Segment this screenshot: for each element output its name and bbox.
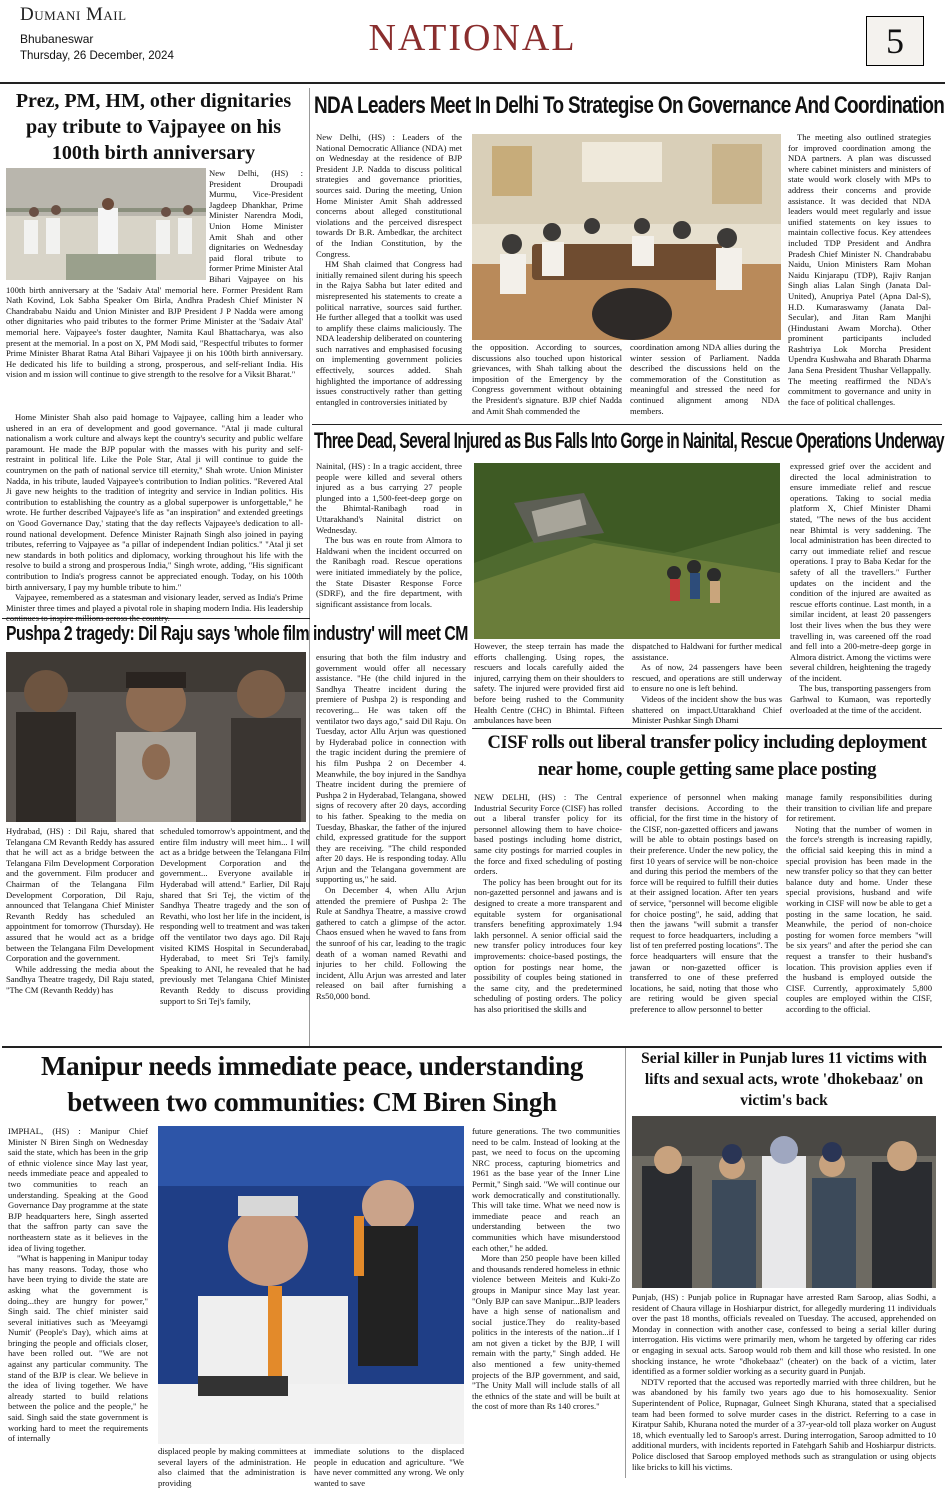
arrest-photo [632, 1116, 936, 1288]
manipur-col-1-cont: "What is happening in Manipur today has many reasons. Today, those who have been trying to divide the state are asking what the government is doing...they are hungry for power," Singh said. The chief minister said several initiatives such as 'Meeyamgi Numit' (People's Day), which aims at bringing the people and officials closer, have been rolled out. "We are not against any particular community. The stand of the BJP is clear. We believe in the idea of living together. We have already started to build relations between the police and the people," he said. Singh said the state government is working hard to meet the requirements of internally [8, 1253, 148, 1444]
nda-col-1 [316, 132, 462, 422]
manipur-col-3-text: immediate solutions to the displaced people in education and agriculture. "We have never committed any wrong. We only wanted to save [314, 1446, 464, 1488]
meeting-photo [472, 134, 781, 340]
manipur-col-4 [472, 1126, 620, 1478]
vajpayee-paragraph-2: Home Minister Shah also paid homage to Vajpayee, calling him a leader who ushered in an era of development and good governance. "Atal ji made cultural nationalism a work culture and always kept the country's security and public welfare paramount. He made the BJP popular with the masses with his purity and self-restraint in political life. Like the Pole Star, Atal ji will continue to guide the countrymen on the path of national service till eternity," Shah wrote. Union Minister Nadda, in his tribute, lauded Vajpayee's contribution to Indian politics. "Revered Atal Ji gave new heights to the tradition of integrity and service in Indian politics. His contribution to establishing the country as a global superpower is unforgettable," he wrote. He further described Vajpayee's life as "an inspiration" and extended greetings on 'Good Governance Day,' stating that the day reflects Vajpayee's dedication to all-round national development. Defence Minister Rajnath Singh also joined in paying tributes, referring to Vajpayee as "a pillar of independent Indian politics." "Atal ji set new standards in both politics and diplomacy, working throughout his life with the resolve to build a strong and prosperous India," Singh wrote, adding, "His significant contribution to India's progress cannot be appreciated enough. Today, on his 100th birth anniversary, I pay my humble tribute to him." [6, 412, 303, 592]
manipur-col-4-text-b: More than 250 people have been killed and thousands rendered homeless in ethnic violence between Meiteis and Kuki-Zo groups in Manipur since May last year. "Only BJP can save Manipur...BJP leaders have a high sense of nationalism and social justice.They do reality-based politics in the interests of the nation...if I am not given a ticket by the BJP, I will remain with the party," Singh added. He also mentioned a few unity-themed projects of the BJP government, and said, "The Unity Mall will include stalls of all the ethnics of the state and will be built at the cost of more than Rs 140 crores." [472, 1253, 620, 1412]
bus-col-2-text: However, the steep terrain has made the efforts challenging. Using ropes, the rescuers and locals carefully aided the injured, carrying them on their shoulders to safety. The injured were provided first aid before being rushed to the Community Health Centre (CHC) in Bhimtal. Fifteen ambulances have been [474, 641, 624, 726]
nda-col-2-text: the opposition. According to sources, discussions also touched upon historical grievances, with Shah talking about the imposition of the Emergency by the Congress government without obtaining the President's signature. BJP chief Nadda and Amit Shah commended the [472, 342, 622, 416]
nda-col-3-text: coordination among NDA allies during the winter session of Parliament. Nadda described the discussions held on the commemoration of the Constitution as meaningful and stressed the need for continued alignment among NDA members. [630, 342, 780, 416]
bus-col-1-lead: Nainital, (HS) : In a tragic accident, three people were killed and several others injured as a bus carrying 27 people plunged into a 1,500-feet-deep gorge on the Bhimtal-Ranibagh road in Uttarakhand's Nainital district on Wednesday. [316, 461, 462, 535]
pushpa-col-1 [6, 826, 154, 1048]
paper-name: Dumani Mail [20, 4, 127, 25]
bus-col-3-text-b: As of now, 24 passengers have been rescued, and operations are still underway to ensure no one is left behind. [632, 662, 782, 694]
bus-col-1-cont: The bus was en route from Almora to Haldwani when the incident occurred on the Ranibagh road. Rescue operations were initiated immediately by the police, the State Disaster Response Force (SDRF), and the fire department, with significant assistance from locals. [316, 535, 462, 609]
pushpa-col-3-text: ensuring that both the film industry and government would offer all necessary assistance. "He (the child injured in the Sandhya Theatre incident during the premiere of Pushpa 2) is responding and recovering... He was taken off the ventilator two days ago," said Dil Raju. On Tuesday, actor Allu Arjun was questioned by Hyderabad police in connection with the tragic incident during the premiere of his film Pushpa 2 on December 4. Meanwhile, the boy injured in the Sandhya Theatre incident during the premiere of Pushpa 2 in Hyderabad, Telangana, showed signs of recovery after 20 days, according to his father. Speaking to the media on Tuesday, Bhaskar, the father of the injured child, expressed gratitude for the support they are receiving. "The child responded after 20 days. He is responding today. Allu Arjun and the Telangana government are supporting us," he said. [316, 652, 466, 885]
nda-col-4-text: The meeting also outlined strategies for improved coordination among the NDA partners. A plan was discussed where cabinet ministers and ministers of state would work closely with MPs to address their concerns and provide assistance. It was decided that NDA leaders would meet regularly and issue unified statements on key issues to maintain collective focus. Key attendees included TDP President and Andhra Pradesh Chief Minister N. Chandrababu Naidu, Union Ministers Ram Mohan Naidu Kinjarapu (TDP), Rajiv Ranjan Singh alias Lalan Singh (Janata Dal-United), Anupriya Patel (Apna Dal-S), H.D. Kumaraswamy (Janata Dal-Secular), and Jitan Ram Manjhi (Hindustani Awam Morcha). Other prominent participants included Rashtriya Lok Morcha President Upendra Kushwaha and Bharath Dharma Jana Sena President Thushar Vellappally. The meeting reaffirmed the NDA's commitment to governance and unity in the face of political challenges. [788, 132, 931, 407]
bus-col-2 [474, 641, 624, 726]
pushpa-col-3 [316, 652, 466, 1048]
arrest-photo-graphic [632, 1116, 936, 1288]
cisf-col-1-lead: NEW DELHI, (HS) : The Central Industrial Security Force (CISF) has rolled out a liberal transfer policy for its personnel allowing them to have choice-based postings including home district, same city postings for married couples in the force and fixed scheduling of posting orders. [474, 792, 622, 877]
nda-col-4 [788, 132, 931, 422]
pushpa-col-3-text-b: On December 4, when Allu Arjun attended the premiere of Pushpa 2: The Rule at Sandhya Theatre, a massive crowd gathered to catch a glimpse of the actor. Chaos ensued when he waved to fans from the sunroof of his car, leading to the tragic death of a woman named Revathi and injuries to her child. Following the incident, Allu Arjun was arrested and later released on bail after furnishing a Rs50,000 bond. [316, 885, 466, 1001]
meeting-photo-graphic [472, 134, 781, 340]
nda-col-1-lead: New Delhi, (HS) : Leaders of the National Democratic Alliance (NDA) met on Wednesday at the residence of BJP President J.P. Nadda to discuss political strategies and governance priorities, sources said. During the meeting, Union Home Minister Amit Shah addressed concerns about alleged constitutional violations and the perceived disrespect towards Dr B.R. Ambedkar, the architect of the Indian Constitution, by the Congress. [316, 132, 462, 259]
biren-singh-photo [158, 1126, 464, 1444]
pushpa-headline [6, 620, 468, 650]
photo-wrap-space [6, 168, 209, 280]
biren-singh-photo-graphic [158, 1126, 464, 1444]
pushpa-col-2-text: scheduled tomorrow's appointment, and the entire film industry will meet him... I will act as a bridge between the Telangana Film Development Corporation and the government... Everyone available in Hyderabad will attend." Earlier, Dil Raju shared that Sri Tej, the victim of the Sandhya Theatre tragedy and the son of Revathi, who lost her life in the incident, is responding well to treatment and was taken off the ventilator two days ago. Dil Raju visited KIMS Hospital in Secunderabad, Hyderabad, to meet Sri Tej's family. Speaking to ANI, he revealed that he had previously met Telangana Chief Minister Revanth Reddy to discuss providing support to Sri Tej's family, [160, 826, 310, 1006]
pushpa-col-1-cont: While addressing the media about the Sandhya Theatre tragedy, Dil Raju stated, "The CM (Revanth Reddy) has [6, 963, 154, 995]
cisf-col-1 [474, 792, 622, 1048]
vajpayee-text-1 [6, 168, 303, 413]
vajpayee-text-2 [6, 412, 303, 617]
column-rule-punjab [625, 1048, 626, 1478]
pushpa-headline-text: Pushpa 2 tragedy: Dil Raju says 'whole film industry' will meet CM [6, 623, 468, 645]
rule-nda-bottom [312, 424, 942, 425]
rule-cisf-top [472, 728, 942, 729]
manipur-col-2 [158, 1446, 306, 1488]
nda-col-3 [630, 342, 780, 422]
cisf-col-3-text-b: Noting that the number of women in the force's strength is increasing rapidly, the official said keeping this in mind a special provision has been made in the new transfer policy so that they can better balance duty and home. Under these special provisions, husband and wife working in CISF will now be able to get a posting in the same location, he said. Meanwhile, the period of non-choice posting for women force members "will be six years" and after the period she can request a transfer to their husband's location. This provision applies even if the husband is employed outside the CISF. Currently, approximately 5,800 couples are employed within the CISF, according to the official. [786, 823, 932, 1014]
vajpayee-paragraph-3: Vajpayee, remembered as a statesman and visionary leader, served as India's Prime Minister three times and played a pivotal role in shaping modern India. His leadership [6, 592, 303, 613]
bus-col-3 [632, 641, 782, 726]
cisf-col-1-cont: The policy has been brought out for its non-gazetted personnel and jawans and is designed to create a more transparent and equitable system for organisational transfers benefiting approximately 1.94 lakh personnel. A senior official said the new transfer policy introduces four key improvements: choice-based postings, the option for postings near home, the possibility of couples being stationed in the same city, and the predetermined scheduling of posting orders. The policy has also prioritised the skills and [474, 876, 622, 1014]
masthead-rule [0, 82, 945, 84]
bus-col-4 [790, 461, 931, 721]
cisf-col-3 [786, 792, 932, 1048]
punjab-text [632, 1292, 936, 1478]
gorge-rescue-photo-graphic [474, 463, 780, 639]
nda-headline [314, 90, 944, 124]
city: Bhubaneswar [20, 32, 94, 46]
bus-headline-text: Three Dead, Several Injured as Bus Falls Into Gorge in Nainital, Rescue Operations Underway [314, 428, 944, 453]
manipur-col-4-text: future generations. The two communities need to be calm. Instead of looking at the past, we need to focus on the upcoming NRC process, capturing biometrics and 1961 as the base year of the Inner Line Permit," Singh said. "We will continue our work democratically and constitutionally. This will take time. What we need now is immediate peace and reach an understanding between the two communities which have misunderstood each other," he added. [472, 1126, 620, 1253]
cisf-headline: CISF rolls out liberal transfer policy including deployment near home, couple getting same place posting [487, 733, 927, 780]
manipur-headline: Manipur needs immediate peace, understanding between two communities: CM Biren Singh [40, 1051, 584, 1117]
pushpa-col-1-lead: Hydrabad, (HS) : Dil Raju, shared that Telangana CM Revanth Reddy has assured that he will act as a bridge between the Telangana Film Development Corporation and the government. Film producer and Chairman of the Telangana Film Development Corporation, Dil Raju, announced that Telangana Chief Minister Revanth Reddy has scheduled an appointment for tomorrow (Thursday). He assured that he would act as a bridge between the Telangana Film Development Corporation and the government. [6, 826, 154, 964]
issue-date: Thursday, 26 December, 2024 [20, 50, 174, 62]
vajpayee-headline: Prez, PM, HM, other dignitaries pay tribute to Vajpayee on his 100th birth anniversary [15, 90, 292, 164]
bus-col-4-text-b: The bus, transporting passengers from Garhwal to Kumaon, was reportedly overloaded at the time of the accident. [790, 683, 931, 715]
nda-col-2 [472, 342, 622, 422]
punjab-paragraph-2: NDTV reported that the accused was reportedly married with three children, but he was abandoned by his family two years ago due to his homosexuality. Senior Superintendent of Police, Rupnagar, Gulneet Singh Khurana, stated that a specialised team had been formed to solve murder cases in the district. Referring to a case in Kiratpur Sahib, Khurana noted the murder of a 37-year-old toll plaza worker on August 18, which eventually led to Saroop's arrest. During interrogation, Saroop admitted to 10 additional murders, with incidents reported in Fatehgarh Sahib and Hoshiarpur districts. Police disclosed that Saroop employed methods such as strangulation or using objects like bricks to kill his victims. [632, 1376, 936, 1472]
cisf-col-3-text: manage family responsibilities during their transition to civilian life and prepare for retirement. [786, 792, 932, 824]
pushpa-col-2 [160, 826, 310, 1048]
manipur-col-2-text: displaced people by making committees at several layers of the administration. He also claimed that the administration is providing [158, 1446, 306, 1488]
punjab-paragraph-1: Punjab, (HS) : Punjab police in Rupnagar have arrested Ram Saroop, alias Sodhi, a resident of Chaura village in Hoshiarpur district, for allegedly murdering 11 individuals over the past 18 months, officials revealed on Tuesday. The accused, apprehended on Monday in connection with another case, confessed to being a serial killer during interrogation. His victims were primarily men, whom he targeted by offering car rides or engaging in sexual acts. Saroop would rob them and kill those who resisted. In one shocking instance, he wrote "dhokebaaz" (cheater) on the back of a victim, later identified as a former soldier working as a security guard in Punjab. [632, 1292, 936, 1377]
bus-col-3-text-c: Videos of the incident show the bus was shattered on impact.Uttarakhand Chief Minister Pushkar Singh Dhami [632, 693, 782, 726]
section-title: NATIONAL [368, 17, 577, 59]
masthead [0, 0, 945, 88]
bus-col-4-text: expressed grief over the accident and directed the local administration to ensure immediate relief and rescue operations. Taking to social media platform X, Chief Minister Dhami stated, "The news of the bus accident near Bhimtal is very saddening. The local administration has been directed to carry out immediate relief and rescue operations. I pray to Baba Kedar for the safety of all the travellers." Further updates on the incident and the condition of the injured are awaited as rescue efforts continue. Last month, in a similar incident, at least 20 passengers lost their lives when the bus they were travelling in, was careened off the road and fell into a 200-metre-deep gorge in Almora district. Among the victims were several children, heightening the tragedy of the incident. [790, 461, 931, 683]
dil-raju-photo-graphic [6, 652, 306, 822]
cisf-col-2 [630, 792, 778, 1048]
manipur-col-1 [8, 1126, 148, 1478]
gorge-rescue-photo [474, 463, 780, 639]
page-number-box [866, 16, 924, 66]
page-number: 5 [886, 21, 904, 61]
nda-headline-text: NDA Leaders Meet In Delhi To Strategise On Governance And Coordination [314, 92, 945, 119]
manipur-col-1-lead: IMPHAL, (HS) : Manipur Chief Minister N Biren Singh on Wednesday said the state, which has been in the grip of ethnic violence since May last year, needs immediate peace and appealed to two communities to reach an understanding. Speaking at the Good Governance Day programme at the state BJP headquarters here, Singh asserted that the saffron party can save the northeastern state as it believes in the idea of living together. [8, 1126, 148, 1253]
vajpayee-paragraph-1: New Delhi, (HS) : President Droupadi Murmu, Vice-President Jagdeep Dhankhar, Prime Minister Narendra Modi, Union Home Minister Amit Shah and other dignitaries on Wednesday paid floral tribute to former Prime Minister Atal Bihari Vajpayee on his 100th birth anniversary at the 'Sadaiv Atal' memorial here. Former President Ram Nath Kovind, Lok Sabha Speaker Om Birla, Andhra Pradesh Chief Minister N Chandrababu Naidu and Union Minister and BJP President J P Nadda were among other dignitaries who paid tributes to the former Prime Minister at the 'Sadaiv Atal' memorial here. Vajpayee's foster daughter, Namita Kaul Bhattacharya, was also present at the memorial. In a post on X, PM Modi said, "Respectful tributes to former Prime Minister Bharat Ratna Atal Bihari Vajpayee ji on his 100th birth anniversary. He dedicated his life to building a strong, prosperous, and self-reliant India. His vision and m ission will continue to give strength to the resolve for a Viksit Bharat." [6, 168, 303, 380]
rule-pushpa-top [2, 618, 310, 619]
bus-col-3-text: dispatched to Haldwani for further medical assistance. [632, 641, 782, 662]
manipur-col-3 [314, 1446, 464, 1488]
nda-col-1-cont: HM Shah claimed that Congress had initially remained silent during his speech in the Rajya Sabha but later edited and misrepresented his statements to create a political narrative, sources said further. He further alleged that a toolkit was used to amplify these claims maliciously. The NDA leadership deliberated on countering such narratives and emphasised focusing on implementing government policies effectively, sources added. Shah highlighted the importance of addressing issues constructively rather than getting entangled in controversies initiated by [316, 259, 462, 407]
dil-raju-photo [6, 652, 306, 822]
punjab-headline: Serial killer in Punjab lures 11 victims with lifts and sexual acts, wrote 'dhokebaaz' on victim's back [641, 1050, 927, 1109]
bus-col-1 [316, 461, 462, 639]
cisf-col-2-text: experience of personnel when making transfer decisions. According to the official, for the first time in the history of the CISF, non-gazetted officers and jawans will be able to obtain postings based on their preference. Under the new policy, the first 10 years of service will be non-choice and during this period the members of the force will be required to fulfill their duties at their assigned location. After ten years of service, "personnel will become eligible for choice posting", he said, adding that then the jawans "will submit a transfer request to force headquarters, including a list of ten preferred posting locations". The force headquarters will ensure that the jawan or non-gazetted officer is transferred to one of these preferred locations, he said, noting that those who are retiring would be given special preference to allow personnel to better [630, 792, 778, 1014]
bus-headline [314, 426, 944, 458]
